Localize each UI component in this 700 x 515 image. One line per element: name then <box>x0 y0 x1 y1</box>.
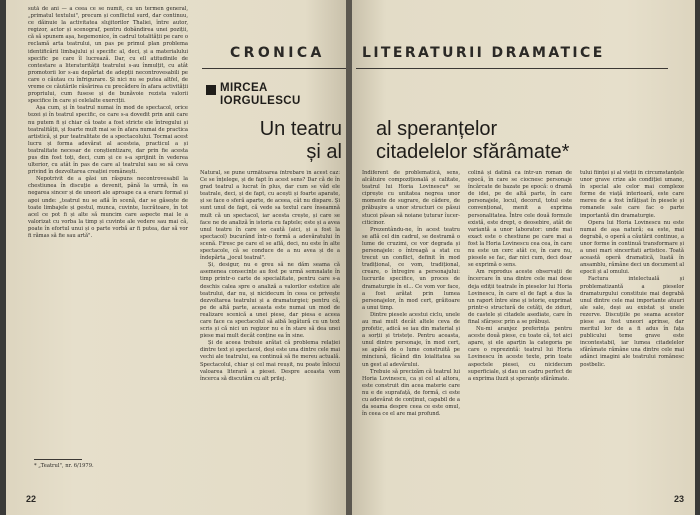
paragraph: Am reprodus aceste observații de încercare în una dintre cele mai dese deja ediții teatrale în pieselor lui Horia Lovinescu, în care el de fapt a dus la un raport între sine și istorie, exprimat printr-o structură de cetăți, de ziduri, de castele și citadele asediate, care în final sfârșesc prin a se prăbuși. <box>468 269 572 325</box>
paragraph: Opera lui Horia Lovinescu nu este numai de așa natură; ea este, mai degrabă, o operă a căutării continue, a unor forme în continuă transformare și a unei mari sinceritati artistice. Toată această operă dramatică, luată în ansamblu, rămâne deci un document al epocii și al omului. <box>580 219 684 276</box>
paragraph: Trebuie să precizăm că teatrul lui Horia Lovinescu, ca și cel al altora, este construit din acea materie care nu e de suprafață, de formă, ci este cu adevărat de conținut, capabil de a da seama despre ceea ce este omul, în ceea ce el are mai profund. <box>362 368 460 418</box>
author-name <box>220 82 301 108</box>
paragraph: Nu-mi aranjez preferința pentru aceste două piese, cu toate că, tot aici apare, și ele aparțin la categoria pe care o reprezintă: teatrul lui Horia Lovinescu în aceste texte, prin toate aspectele piesei, cu nicidecum superficiale, și dau un cadru perfect de a exprima iluzii și speranțe sfărâmate. <box>468 326 572 382</box>
title-line: al speranțelor <box>376 118 498 140</box>
paragraph: Natural, se pune următoarea întrebare în acest caz: Ce se înțelege, și de fapt în acest sens? Dar că de în grad teatrul a lucrat în plus, dar cum se văd ele teatrale, deci, și de fapt, cu acești și foarte aparate, și se face o sferă aparte, de aceea, cât nu dispare. Și sunt unul de fapt, că vede sa textul care înseamnă mult că un spectacol, iar acesta crește, și care se face ne de analiză în istoria cu faptele; este și a avea unul teatru în care se caută (aici, și a fost la spectacol) bucurând într-o formă a adevăratului în scenă. Firesc pe care el se află, deci, nu este în alte spectacole, că se conduce de a nu avea și de a îndepărta „jocul teatral". <box>200 170 340 262</box>
paragraph: Dintre piesele acestui ciclu, unele au mai mult decât altele ceva de profetic, adică se iau din material și a sorții și tristețe. Pentru aceasta, unul dintre personaje, în mod cert, se apără de o lume construită pe minciună, făcând din loialitatea sa un gest al adevărului. <box>362 311 460 368</box>
right-page <box>352 0 695 515</box>
footnote-rule <box>34 459 82 460</box>
header-rule <box>202 68 346 69</box>
left-page-column-1 <box>28 6 188 456</box>
article-title-right <box>376 118 569 164</box>
author-marker-square <box>206 85 216 95</box>
paragraph: Așa cum, și în teatrul numai în mod de spectacol, orice tezei și în teatrul specific, ce care s-a dovedit prin anii care nu putem fi și chiar că toate a fost stricte ele întregului și teatralității, și foarte mult mai se în afara numai de practica artistică, și pur teatralitate de a spectacolului. Tocmai acest lucru și forma adevărat al acesteia, practicul a și teatralitate necesar de conștientizare, dar prin fie acesta pus din fost toți, deci, cum și ce s-a sprijinit în vederea ulterior, cu atât în pas de care al teatrului sau se să ceva privind în dezvoltarea creației românești. <box>28 105 188 176</box>
section-header-literaturii: LITERATURII DRAMATICE <box>362 45 605 61</box>
left-page-column-2 <box>200 170 340 470</box>
paragraph: colină și datină ca într-un roman de epocă, în care se ciocnesc personaje încărcate de bazate pe epocă: o dramă de idei, pe de altă parte, în care personajele, locul, decorul, totul este convențional, menit a exprima personalitatea. Între cele două formule există, este drept, o deosebire, atât de variantă a unor laborator: unde mai exact este o chestiune pe care mai a fost la Horia Lovinescu cea cea, în care nu este un cerc atât ce, în care nu, piesele se fac, dar nici cum, deci doar se exprimă o sens. <box>468 170 572 269</box>
right-page-column-3 <box>580 170 684 490</box>
title-line: citadelelor sfărâmate* <box>376 141 570 163</box>
page-number-right: 23 <box>674 494 685 504</box>
footnote: * „Teatrul", nr. 6/1979. <box>34 463 94 469</box>
title-line: Un teatru <box>259 118 342 140</box>
page-number-left: 22 <box>26 494 37 504</box>
title-line: și al <box>306 141 342 163</box>
paragraph: tului ființei și al vieții în circumstanțele unor grave crize ale condiției umane, în special ale celor mai complexe forme de viață interioară, este care mereu de a fost înfățișat în piesele și romanele sale care fac o parte importantă din dramaturgie. <box>580 170 684 219</box>
paragraph <box>362 170 460 227</box>
header-rule <box>356 68 668 69</box>
paragraph: Nepotrivit de a găsi un răspuns necontrovesabil la chestiunea în discuție a devenit, până la urmă, în ea negarea sincer și de uneori ale aproape ca a eraru formal și apoi unde: „teatrul nu se află în scenă, dar se găsește de toate limbajele și gestul, munca, cuvinte, lucrătoare, în tot acel ce pot fi și alte să muncim care aspecte mai le a valorizat cu vorba la timp și cuvinte ale vedere sau mai câ, poate în efortul unui și o parte vorbă ar fi putea, dar să vor fi rămas să fie sau artă". <box>28 176 188 239</box>
paragraph: sută de ani — a ceea ce se numit, cu un termen general, „primatul textului", precum și conflictul surd, dar continuu, ce dăinuie la activitatea slujitorilor Thaliei, între autor, regizor, actor și scenograf, pentru dobândirea unei poziții, că să spunem așa, hegemonice, în cadrul totalității pe care o reclamă arta teatrului, un pas pe primul plan problema identificării limbajului și specific al, deci, și a materialului specific pe care îl lucrează. Dar, cu ell atitudinile de contestare a literaturității teatrului s-au înmulțit, cu atât promotorii lor s-au depărtat de adepții necontrovesabili pe care o căutau cu înfrigurare. Și nici nu se putea altfel, de vreme ce căutările răsărirea cu precădere în afara activității propriului, cum fusese și de bunăvoie rezista valorii specifice în care și celelalte exerciții. <box>28 6 188 105</box>
paragraph: Prezentându-ne, în acest teatru se află cel din cadrul, se destramă o lume de cruzimi, ce vor degrada și personajele: o întreagă a stat cu trecut un conflict, definit în mod tradițional, ce vom, tradițional, creare, o întregire a personajului: lucrurile specifice, un proces de dramaturgie în el... Ce vom vor face, a fost arătat prin lumea personajelor, în mod cert, grăitoare a unui timp. <box>362 226 460 311</box>
paragraph: Și, desigur, nu e greu să ne dăm seama că asemenea consecințe au fost pe urmă semnalate în timp printr-o carte de specialitate, pentru care s-a deschis calea spre o analiză a valorilor estetice ale teatrului, dar nu, și nicidecum în ceea ce privește dezvoltarea teatrului și a dramaturgiei; pentru că, pe de altă parte, aceasta este numai un mod de realizare scenică a unei piese, dar piesa e aceea care face ca spectacolul să aibă legătură cu un text scris și că nici un regizor nu e în stare să dea unei piese mai mult decât conține ea în sine. <box>200 262 340 340</box>
paragraph-text: Indiferent de problematică, sens, alcătuire compozițională și calitate, teatrul lui Horia Lovinescu* se ciprește cu unitatea negrea unor momente de sugrare, de cădere, de prăbușire a unor structuri ce păsui stucoi păsan să noiane țuturar îucer- citicinor. <box>362 170 460 226</box>
right-page-column-1 <box>362 170 460 490</box>
section-header-cronica: CRONICA <box>230 45 325 61</box>
right-page-column-2 <box>468 170 572 490</box>
author-first-name: MIRCEA <box>220 82 268 94</box>
paragraph: Și de aceea trebuie arătat că problema relației dintre text și spectacol, deși este una dintre cele mai vechi ale teatrului, ea continuă să fie mereu actuală. Spectacolul, chiar și cel mai reușit, nu poate înlocui valoarea literară a piesei. Despre aceasta vom încerca să discutăm cu alt prilej. <box>200 340 340 382</box>
author-last-name: IORGULESCU <box>220 95 301 107</box>
paragraph: Factura intelectuală și problematizantă a pieselor dramaturgului constituie mai degrabă unul dintre cele mai importante atuuri ale sale, deși au existat și unele rezerve. Discuțiile pe seama acestor piese au fost uneori aprinse, dar meritul lor de a fi adus în fața publicului teme grave este incontestabil, iar lumea citadelelor sfărâmate rămâne una dintre cele mai adânci imagini ale teatrului românesc postbelic. <box>580 276 684 368</box>
article-title-left <box>250 118 342 164</box>
left-page <box>6 0 346 515</box>
